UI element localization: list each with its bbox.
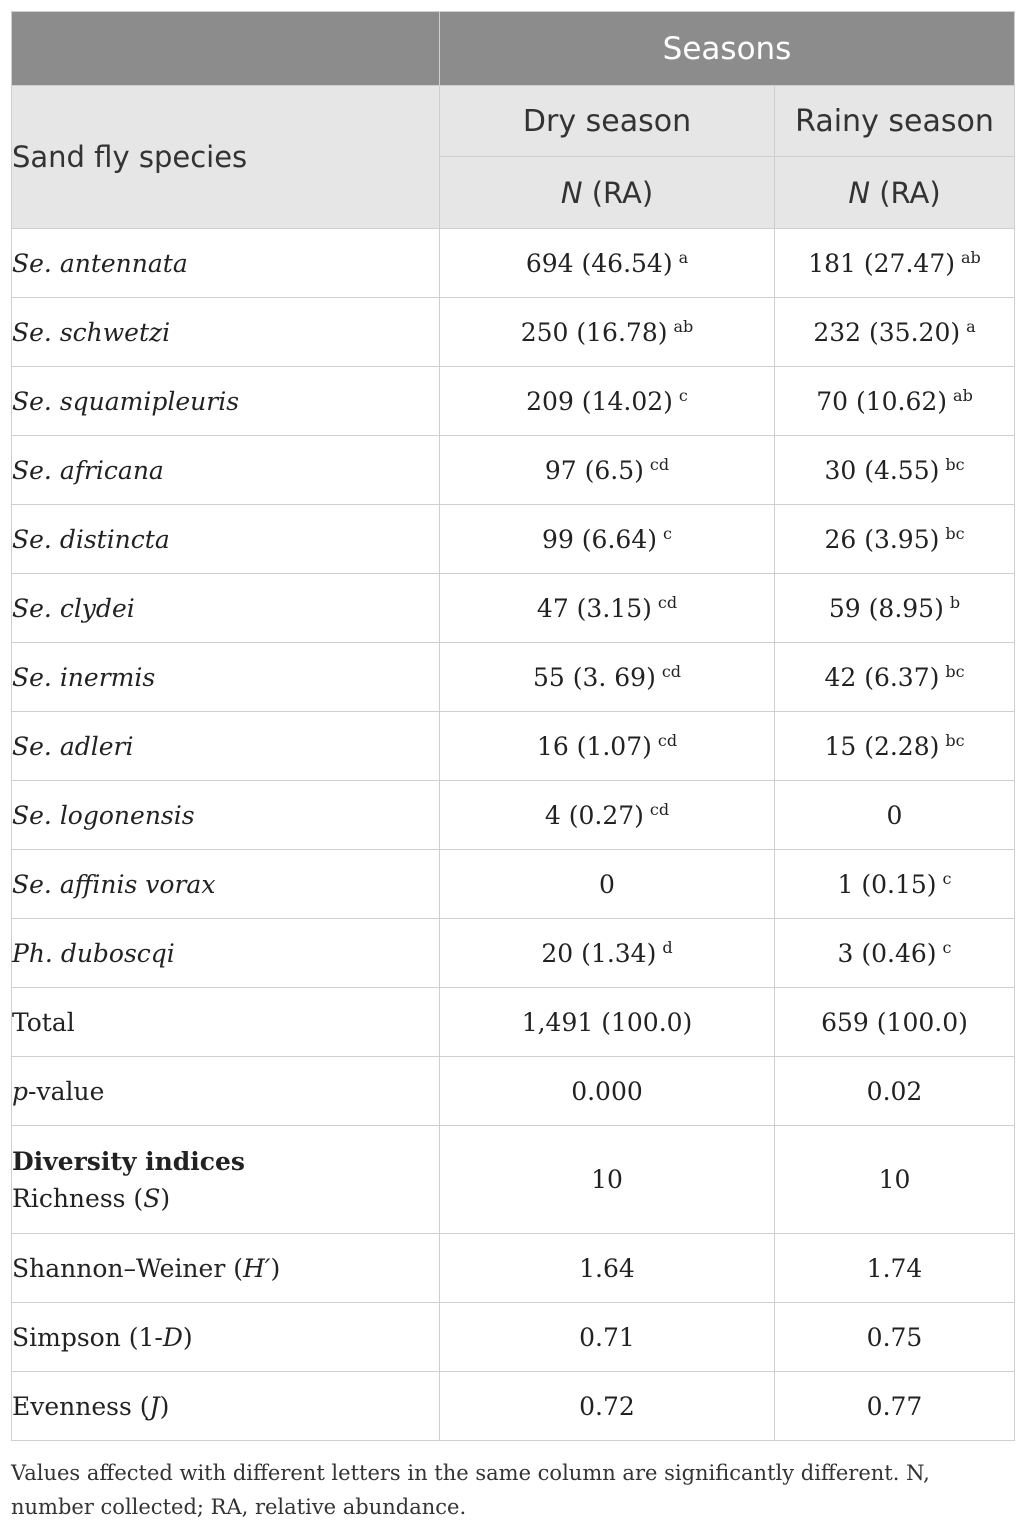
richness-rainy: 10 bbox=[775, 1126, 1015, 1234]
dry-value-cell bbox=[440, 919, 775, 988]
n-symbol: N bbox=[848, 175, 871, 210]
evenness-dry: 0.72 bbox=[440, 1372, 775, 1441]
dry-value-cell bbox=[440, 643, 775, 712]
pvalue-row bbox=[12, 1057, 1015, 1126]
rainy-significance-letter: bc bbox=[945, 730, 965, 750]
dry-value-cell bbox=[440, 574, 775, 643]
table-row bbox=[12, 850, 1015, 919]
dry-measure-header bbox=[440, 157, 775, 229]
rainy-value-cell bbox=[775, 298, 1015, 367]
dry-significance-letter: cd bbox=[649, 454, 670, 474]
species-name: Se. schwetzi bbox=[12, 298, 440, 367]
rainy-value-cell bbox=[775, 643, 1015, 712]
rainy-significance-letter: a bbox=[966, 316, 976, 336]
simpson-close: ) bbox=[182, 1322, 193, 1352]
total-dry: 1,491 (100.0) bbox=[440, 988, 775, 1057]
shannon-label bbox=[12, 1234, 440, 1303]
species-name: Se. logonensis bbox=[12, 781, 440, 850]
dry-significance-letter: c bbox=[678, 385, 688, 405]
evenness-rainy: 0.77 bbox=[775, 1372, 1015, 1441]
simpson-text: Simpson (1- bbox=[12, 1322, 163, 1352]
species-name: Se. inermis bbox=[12, 643, 440, 712]
n-symbol: N bbox=[560, 175, 583, 210]
shannon-text: Shannon–Weiner ( bbox=[12, 1253, 243, 1283]
total-label: Total bbox=[12, 988, 440, 1057]
rainy-value-cell bbox=[775, 919, 1015, 988]
rainy-count: 181 (27.47) bbox=[808, 248, 955, 278]
evenness-row bbox=[12, 1372, 1015, 1441]
dry-count: 0 bbox=[599, 869, 615, 899]
rainy-count: 232 (35.20) bbox=[813, 317, 961, 347]
table-row bbox=[12, 712, 1015, 781]
dry-count: 250 (16.78) bbox=[520, 317, 668, 347]
rainy-count: 30 (4.55) bbox=[824, 455, 940, 485]
table-row bbox=[12, 643, 1015, 712]
richness-row bbox=[12, 1126, 1015, 1234]
dry-significance-letter: ab bbox=[673, 316, 694, 336]
dry-count: 99 (6.64) bbox=[542, 524, 657, 554]
total-row bbox=[12, 988, 1015, 1057]
dry-value-cell bbox=[440, 712, 775, 781]
richness-text: Richness ( bbox=[12, 1183, 144, 1213]
dry-value-cell bbox=[440, 298, 775, 367]
rainy-count: 42 (6.37) bbox=[824, 662, 940, 692]
rainy-season-header: Rainy season bbox=[775, 86, 1015, 157]
rainy-significance-letter: bc bbox=[945, 454, 965, 474]
dry-value-cell bbox=[440, 367, 775, 436]
simpson-rainy: 0.75 bbox=[775, 1303, 1015, 1372]
dry-count: 97 (6.5) bbox=[544, 455, 644, 485]
richness-dry: 10 bbox=[440, 1126, 775, 1234]
dry-count: 4 (0.27) bbox=[544, 800, 644, 830]
total-rainy: 659 (100.0) bbox=[775, 988, 1015, 1057]
table-row bbox=[12, 367, 1015, 436]
dry-significance-letter: cd bbox=[657, 730, 678, 750]
sand-fly-table bbox=[11, 11, 1015, 1441]
dry-count: 16 (1.07) bbox=[536, 731, 652, 761]
dry-season-header: Dry season bbox=[440, 86, 775, 157]
rainy-count: 26 (3.95) bbox=[824, 524, 940, 554]
p-symbol: p bbox=[12, 1076, 29, 1106]
rainy-significance-letter: c bbox=[942, 868, 952, 888]
dry-value-cell bbox=[440, 781, 775, 850]
species-name: Se. africana bbox=[12, 436, 440, 505]
header-row-seasons bbox=[12, 12, 1015, 86]
dry-value-cell bbox=[440, 229, 775, 298]
dry-value-cell bbox=[440, 436, 775, 505]
table-row bbox=[12, 298, 1015, 367]
rainy-significance-letter: ab bbox=[960, 247, 981, 267]
shannon-symbol: H′ bbox=[242, 1253, 271, 1283]
dry-count: 20 (1.34) bbox=[541, 938, 657, 968]
pvalue-label bbox=[12, 1057, 440, 1126]
species-name: Se. antennata bbox=[12, 229, 440, 298]
species-name: Se. clydei bbox=[12, 574, 440, 643]
rainy-significance-letter: bc bbox=[945, 523, 965, 543]
rainy-count: 70 (10.62) bbox=[816, 386, 948, 416]
simpson-symbol: D bbox=[162, 1322, 183, 1352]
header-blank-cell bbox=[12, 12, 440, 86]
simpson-label bbox=[12, 1303, 440, 1372]
richness-close: ) bbox=[160, 1183, 171, 1213]
pvalue-label-rest: -value bbox=[28, 1076, 105, 1106]
rainy-count: 1 (0.15) bbox=[837, 869, 937, 899]
table-footnote: Values affected with different letters in the same column are significantly different. N, number collected; RA, relative abundance. bbox=[11, 1461, 930, 1519]
richness-label bbox=[12, 1126, 440, 1234]
header-row-season-names bbox=[12, 86, 1015, 157]
rainy-value-cell bbox=[775, 850, 1015, 919]
dry-value-cell bbox=[440, 850, 775, 919]
species-name: Se. affinis vorax bbox=[12, 850, 440, 919]
dry-significance-letter: cd bbox=[661, 661, 682, 681]
ra-label: (RA) bbox=[582, 175, 654, 210]
rainy-value-cell bbox=[775, 229, 1015, 298]
rainy-count: 3 (0.46) bbox=[837, 938, 937, 968]
shannon-row bbox=[12, 1234, 1015, 1303]
seasons-header: Seasons bbox=[440, 12, 1015, 86]
rainy-measure-header bbox=[775, 157, 1015, 229]
rainy-count: 15 (2.28) bbox=[824, 731, 940, 761]
rainy-significance-letter: b bbox=[949, 592, 961, 612]
dry-significance-letter: a bbox=[678, 247, 689, 267]
evenness-label bbox=[12, 1372, 440, 1441]
pvalue-dry: 0.000 bbox=[440, 1057, 775, 1126]
rainy-significance-letter: ab bbox=[953, 385, 973, 405]
dry-significance-letter: cd bbox=[657, 592, 678, 612]
rainy-value-cell bbox=[775, 781, 1015, 850]
dry-count: 47 (3.15) bbox=[536, 593, 652, 623]
dry-count: 55 (3. 69) bbox=[532, 662, 656, 692]
rainy-value-cell bbox=[775, 505, 1015, 574]
table-row bbox=[12, 919, 1015, 988]
table-row bbox=[12, 574, 1015, 643]
rainy-count: 59 (8.95) bbox=[828, 593, 944, 623]
species-name: Se. adleri bbox=[12, 712, 440, 781]
ra-label: (RA) bbox=[870, 175, 941, 210]
rainy-significance-letter: bc bbox=[945, 661, 965, 681]
evenness-text: Evenness ( bbox=[12, 1391, 150, 1421]
dry-count: 209 (14.02) bbox=[526, 386, 673, 416]
evenness-symbol: J bbox=[149, 1391, 160, 1421]
richness-symbol: S bbox=[143, 1183, 161, 1213]
summary-rows bbox=[12, 988, 1015, 1441]
pvalue-rainy: 0.02 bbox=[775, 1057, 1015, 1126]
shannon-rainy: 1.74 bbox=[775, 1234, 1015, 1303]
species-name: Se. squamipleuris bbox=[12, 367, 440, 436]
dry-significance-letter: c bbox=[662, 523, 672, 543]
simpson-dry: 0.71 bbox=[440, 1303, 775, 1372]
shannon-close: ) bbox=[270, 1253, 281, 1283]
rainy-value-cell bbox=[775, 436, 1015, 505]
rainy-value-cell bbox=[775, 712, 1015, 781]
dry-count: 694 (46.54) bbox=[525, 248, 673, 278]
species-column-header: Sand fly species bbox=[12, 86, 440, 229]
table-row bbox=[12, 781, 1015, 850]
table-row bbox=[12, 505, 1015, 574]
rainy-value-cell bbox=[775, 367, 1015, 436]
table-row bbox=[12, 436, 1015, 505]
species-name: Se. distincta bbox=[12, 505, 440, 574]
dry-significance-letter: d bbox=[662, 937, 673, 957]
rainy-count: 0 bbox=[886, 800, 903, 830]
evenness-close: ) bbox=[159, 1391, 170, 1421]
shannon-dry: 1.64 bbox=[440, 1234, 775, 1303]
species-name: Ph. duboscqi bbox=[12, 919, 440, 988]
rainy-value-cell bbox=[775, 574, 1015, 643]
species-rows bbox=[12, 229, 1015, 988]
diversity-indices-title: Diversity indices bbox=[12, 1146, 245, 1176]
table-row bbox=[12, 229, 1015, 298]
rainy-significance-letter: c bbox=[942, 937, 952, 957]
dry-value-cell bbox=[440, 505, 775, 574]
simpson-row bbox=[12, 1303, 1015, 1372]
dry-significance-letter: cd bbox=[649, 799, 670, 819]
